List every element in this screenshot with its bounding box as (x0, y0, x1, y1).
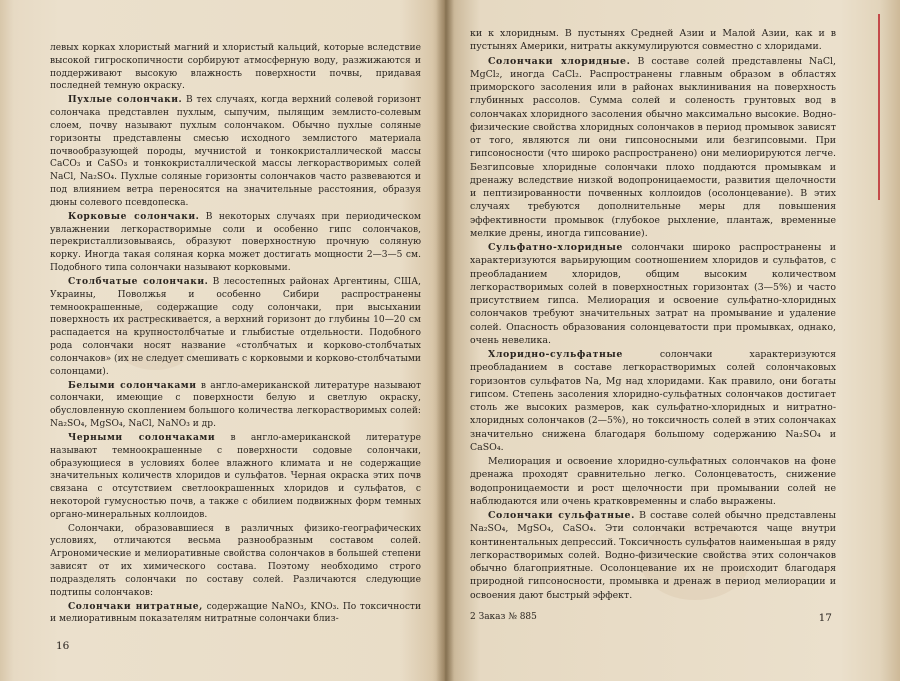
paragraph (50, 432, 421, 522)
left-page (50, 0, 421, 681)
paragraph (50, 523, 421, 600)
paragraph-text: в англо-американской литературе называют темноокрашенные с поверхности содовые солончаки, образующиеся в условиях более влажного климата и не содержащие значительных количеств хлоридов и сульфатов. Черная окраска этих почв связана с отсутствием светлоокрашенных хлоридов и сульфатов, с некоторой гумусностью почв, а также с обилием подвижных форм темных органо-минеральных коллоидов. (50, 432, 421, 520)
right-page (470, 0, 836, 681)
paragraph (470, 27, 836, 54)
printing-signature: 2 Заказ № 885 (470, 612, 537, 622)
paragraph-text: содержащие NaNO₃, KNO₃. По токсичности и мелиоративным показателям нитратные солончаки близ- (50, 601, 422, 625)
paragraph (470, 55, 836, 241)
paragraph-heading: Солончаки хлоридные. (488, 55, 631, 67)
paragraph-heading: Пухлые солончаки. (68, 94, 183, 106)
paragraph (50, 380, 421, 431)
book-gutter (436, 0, 454, 681)
paragraph-text: В тех случаях, когда верхний солевой горизонт солончака представлен пухлым, сыпучим, пылящим землисто-солевым слоем, почву называют пухлым солончаком. Обычно пухлые соляные горизонты представлены смесью исходного землистого материала почвообразующей породы, мучнистой и тонкокристаллической массы CaCO₃ и CaSO₃ и тонкокристаллической массы легкорастворимых солей NaCl, Na₂SO₄. Пухлые соляные горизонты солончаков часто развеваются и под влиянием ветра переносятся на значительные расстояния, образуя дюны солевого псевдопеска. (50, 95, 421, 208)
paragraph-text: В составе солей представлены NaCl, MgCl₂, иногда CaCl₂. Распространены главным образом в областях приморского засоления или в районах выклинивания на поверхность глубинных рассолов. Сумма солей и соленость грунтовых вод в солончаках хлоридного засоления обычно максимально высокие. Водно-физические свойства хлоридных солончаков в период промывок зависят от того, являются ли они гипсоносными или безгипсовыми. При гипсоносности (что широко распространено) они мелиорируются легче. Безгипсовые хлоридные солончаки плохо поддаются промывкам и дренажу вследствие низкой водопроницаемости, развития щелочности и пептизированности почвенных коллоидов (осолонцевание). В этих случаях требуются дополнительные меры для повышения эффективности промывок (глубокое рыхление, плантаж, временные мелкие дрены, иногда гипсование). (470, 55, 837, 239)
paragraph-text: В некоторых случаях при периодическом увлажнении легкорастворимые соли и особенно гипс солончаков, перекристаллизовываясь, образуют поверхностную прочную соляную корку. Иногда такая соляная корка может достигать мощности 2—3—5 см. Подобного типа солончаки называют корковыми. (50, 211, 421, 274)
paragraph-text: Солончаки, образовавшиеся в различных физико-географических условиях, отличаются весьма разнообразным составом солей. Агрономические и мелиоративные свойства солончаков в большей степени зависят от их химического состава. Поэтому необходимо строго подразделять солончаки по составу солей. Различаются следующие подтипы солончаков: (50, 523, 421, 598)
paragraph (50, 601, 421, 627)
page-edge-mark (878, 14, 880, 200)
paragraph-heading: Хлоридно-сульфатные (488, 349, 623, 360)
paragraph (470, 241, 836, 347)
paragraph (50, 276, 421, 379)
page-number: 17 (818, 612, 832, 624)
paragraph (470, 348, 836, 454)
paragraph-heading: Столбчатые солончаки. (68, 275, 209, 287)
paragraph-text: ки к хлоридным. В пустынях Средней Азии и Малой Азии, как и в пустынях Америки, нитраты аккумулируются совместно с хлоридами. (470, 28, 836, 53)
left-page-body (50, 42, 421, 627)
paragraph-text: В лесостепных районах Аргентины, США, Украины, Поволжья и особенно Сибири распространены темноокрашенные, содержащие соду солончаки, при высыхании поверхность их растрескивается, а верхний горизонт до глубины 10—20 см распадается на крупностолбчатые и глыбистые отдельности. Подобного рода солончаки носят название «столбчатых и корково-столбчатых солончаков» (их не следует смешивать с корковыми и корково-столбчатыми солонцами). (50, 276, 421, 377)
paragraph-text: в англо-американской литературе называют солончаки, имеющие с поверхности белую и светлую окраску, обусловленную скоплением большого количества легкорастворимых солей: Na₂SO₄, MgSO₄, NaCl, NaNO₃ и др. (50, 380, 421, 430)
paragraph-heading: Сульфатно-хлоридные (488, 242, 623, 253)
paragraph-heading: Белыми солончаками (68, 379, 197, 391)
paragraph-heading: Корковые солончаки. (68, 210, 200, 222)
paragraph (50, 42, 421, 93)
paragraph-text: Мелиорация и освоение хлоридно-сульфатных солончаков на фоне дренажа проходят сравнительно легко. Солонцеватость, снижение водопроницаемости и рост щелочности при промывании солей не наблюдаются или очень кратковременны и слабо выражены. (470, 456, 836, 507)
paragraph-text: левых корках хлористый магний и хлористый кальций, которые вследствие высокой гигроскопичности сорбируют атмосферную воду, разжижаются и поддерживают высокую влажность поверхности почвы, придавая последней темную окраску. (50, 43, 421, 92)
paragraph (470, 455, 836, 508)
paragraph-heading: Черными солончаками (68, 431, 216, 443)
paragraph-heading: Солончаки нитратные, (68, 600, 203, 612)
paragraph-heading: Солончаки сульфатные. (488, 510, 635, 521)
paragraph (470, 509, 836, 602)
paragraph-text: солончаки характеризуются преобладанием в составе легкорастворимых солей солончаковых горизонтов сульфатов Na, Mg над хлоридами. Как правило, они богаты гипсом. Степень засоления хлоридно-сульфатных солончаков достигает столь же высоких размеров, как сульфатно-хлоридных и нитратно-хлоридных солончаков (2—5%), но токсичность солей в этих солончаках значительно снижена благодаря большому содержанию Na₂SO₄ и CaSO₄. (470, 349, 836, 453)
page-number: 16 (56, 640, 70, 652)
right-page-body (470, 27, 836, 603)
paragraph-text: В составе солей обычно представлены Na₂SO₄, MgSO₄, CaSO₄. Эти солончаки встречаются чаще внутри континентальных депрессий. Токсичность сульфатов наименьшая в ряду легкорастворимых солей. Водно-физические свойства этих солончаков обычно благоприятные. Осолонцевание их не происходит благодаря природной гипсоносности, промывка и дренаж в период мелиорации и освоения дают быстрый эффект. (470, 510, 836, 601)
paragraph-text: солончаки широко распространены и характеризуются варьирующим соотношением хлоридов и сульфатов, с преобладанием хлоридов, общим высоким количеством легкорастворимых солей в поверхностных горизонтах (3—5%) и часто присутствием гипса. Мелиорация и освоение сульфатно-хлоридных солончаков требуют значительных затрат на промывание и удаление солей. Опасность образования солонцеватости при промывках, однако, очень невелика. (470, 242, 836, 346)
paragraph (50, 211, 421, 275)
paragraph (50, 94, 421, 209)
